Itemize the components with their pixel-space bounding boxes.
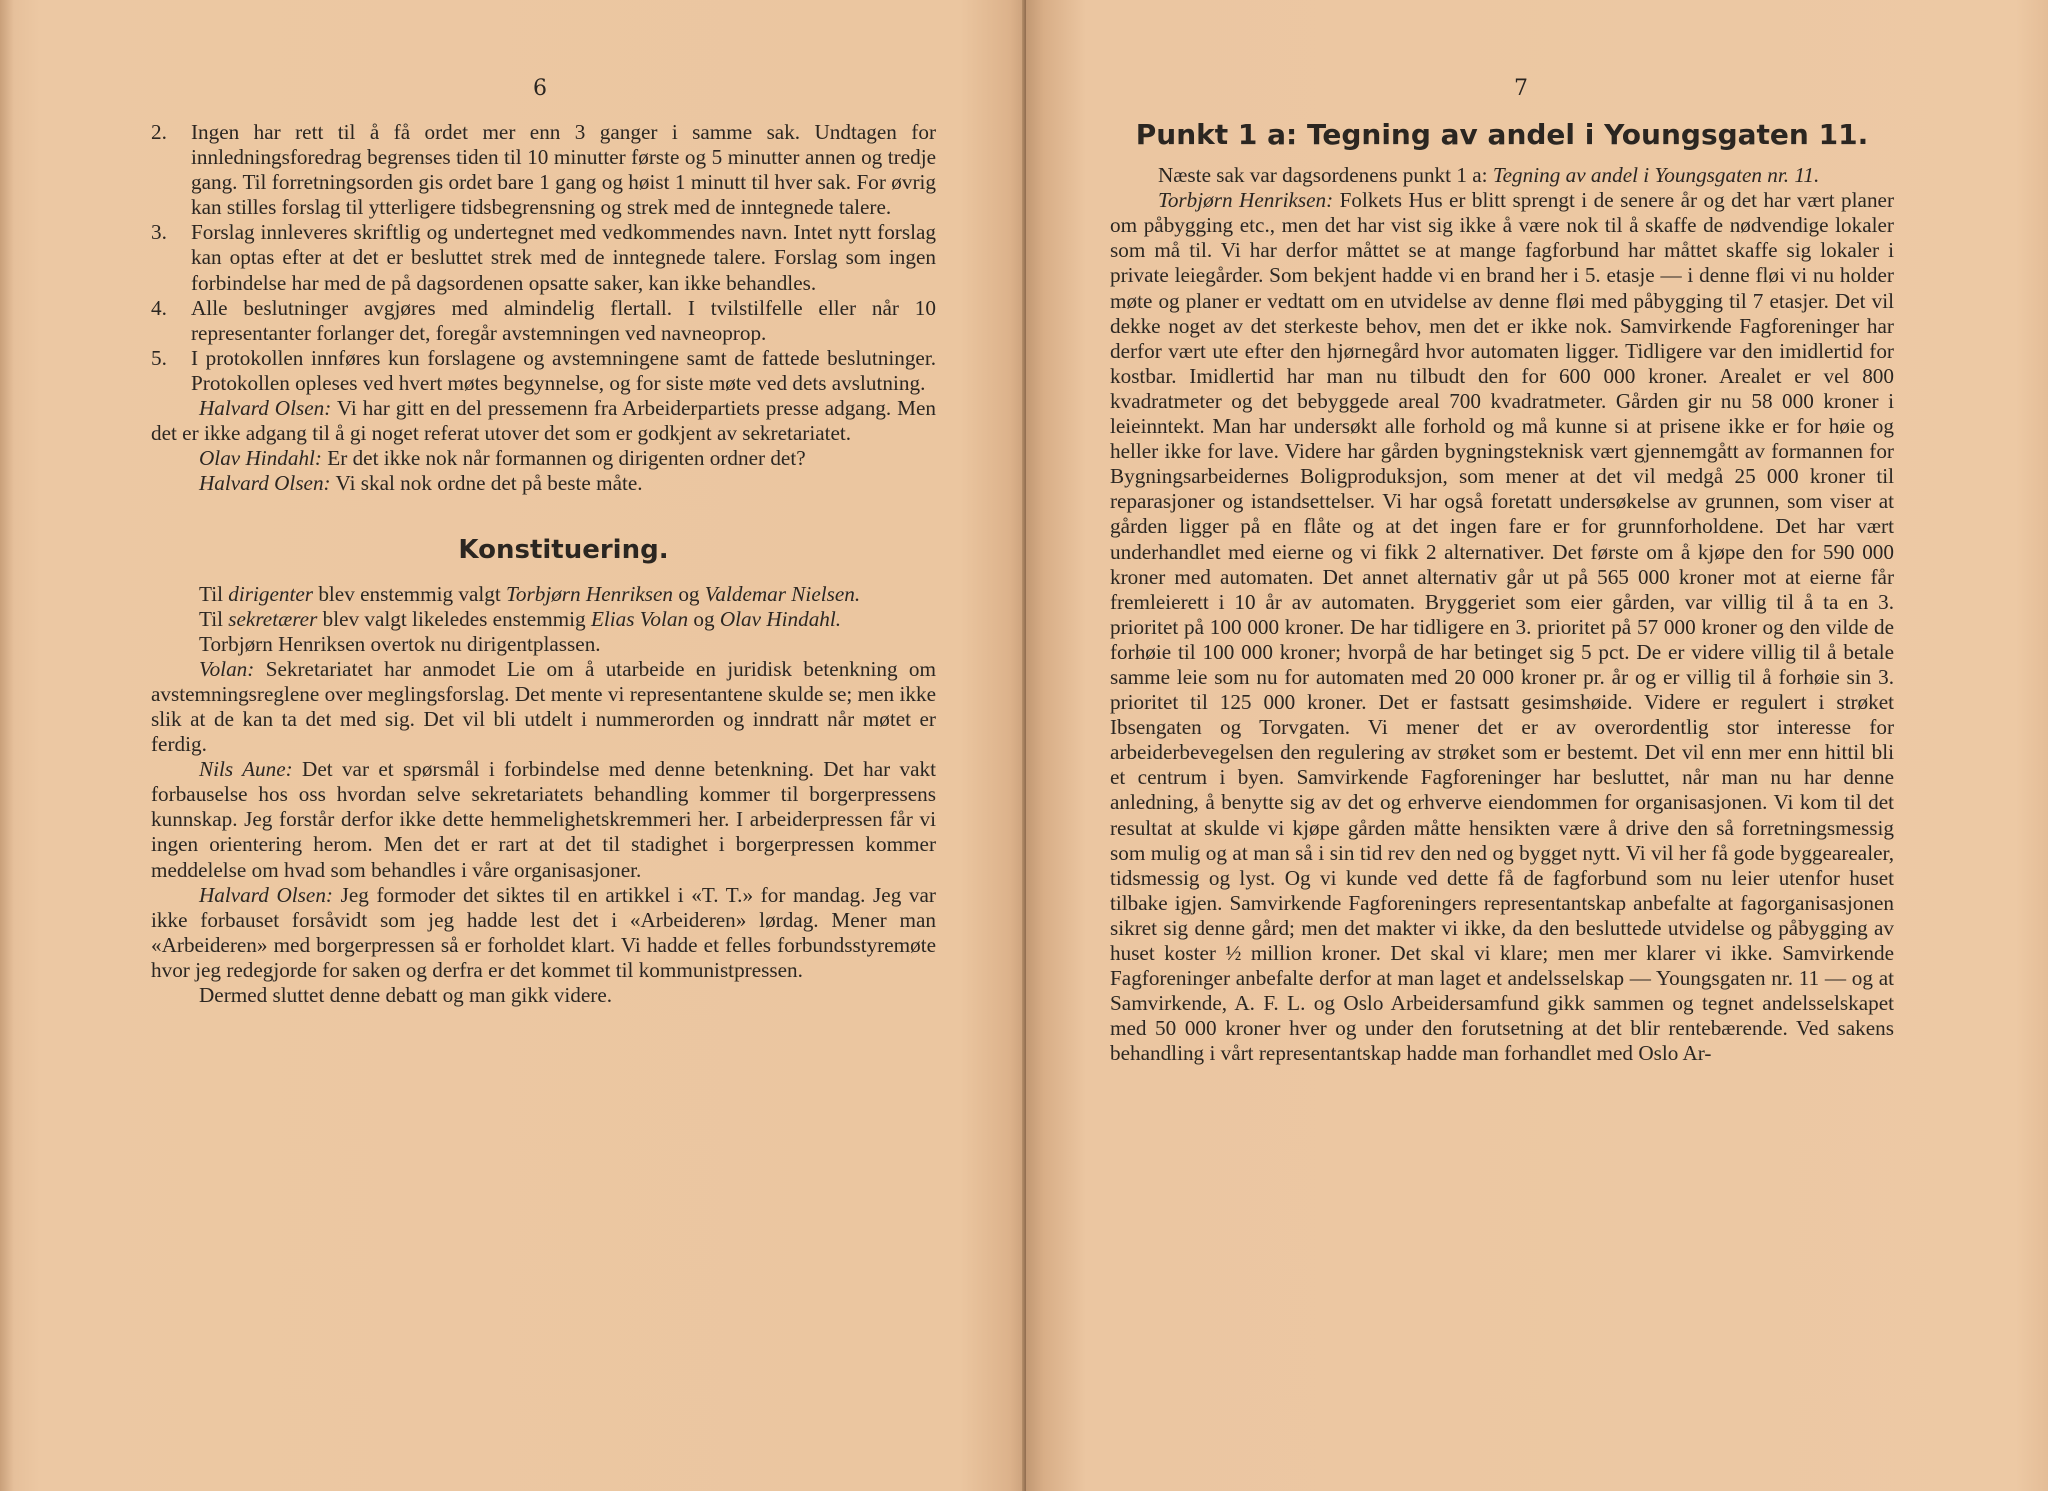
text-run: blev valgt likeledes enstemmig (317, 606, 591, 631)
text-run: Næste sak var dagsordenens punkt 1 a: (1158, 163, 1493, 188)
rule-item (151, 120, 936, 220)
page-number: 7 (1514, 76, 1528, 101)
closing-paragraph (151, 983, 936, 1008)
speech-text: Er det ikke nok når formannen og dirigenten ordner det? (322, 446, 806, 471)
rule-number: 3. (151, 220, 167, 245)
speaker-name: Halvard Olsen: (199, 471, 331, 496)
italic-run: Tegning av andel i Youngsgaten nr. 11. (1492, 163, 1820, 188)
rule-text: I protokollen innføres kun forslagene og avstemningene samt de fattede beslutninger. Protokollen opleses ved hvert møtes begynnelse, og for siste møte ved dets avslutning. (191, 345, 936, 395)
speech-paragraph (1110, 188, 1894, 1066)
speaker-name: Halvard Olsen: (199, 882, 333, 907)
rule-text: Forslag innleveres skriftlig og undertegnet med vedkommendes navn. Intet nytt forslag kan optas efter at det er besluttet strek med de inntegnede talere. Forslag som ingen forbindelse har med de på dagsordenen opsatte saker, kan ikke behandles. (191, 220, 936, 295)
rule-number: 4. (151, 295, 167, 320)
italic-run: Valdemar Nielsen. (704, 581, 861, 606)
rule-item (151, 220, 936, 295)
section-heading: Punkt 1 a: Tegning av andel i Youngsgaten 11. (1135, 118, 1869, 151)
speaker-name: Olav Hindahl: (199, 446, 322, 471)
page-number: 6 (533, 76, 547, 101)
speaker-name: Volan: (199, 656, 255, 681)
right-page (1026, 0, 2048, 1491)
constituting-paragraph: Torbjørn Henriksen overtok nu dirigentplassen. (199, 631, 601, 656)
speech-text: Folkets Hus er blitt sprengt i de senere år og det har vært planer om påbygging etc., men det har vist sig ikke å være nok til å skaffe de nødvendige lokaler som må til. Vi har derfor måttet se at mange fagforbund har måttet skaffe sig lokaler i private leiegårder. Som bekjent hadde vi en brand her i 5. etasje — i denne fløi vi nu holder møte og planer er vedtatt om en utvidelse av denne fløi med påbygging til 7 etasjer. Det vil dekke noget av det sterkeste behov, men det er ikke nok. Samvirkende Fagforeninger har derfor vært ute efter den hjørnegård hvor automaten ligger. Tidligere var den imidlertid for kostbar. Imidlertid har man nu tilbudt den for 600 000 kroner. Arealet er vel 800 kvadratmeter og det bebyggede areal 700 kvadratmeter. Gården gir nu 58 000 kroner i leieinntekt. Man har undersøkt alle forhold og må kunne si at prisene ikke er for høie og heller ikke for lave. Videre har gården bygningsteknisk vært gjennemgått av formannen for Bygningsarbeidernes Boligproduksjon, som mener at det vil medgå 25 000 kroner til reparasjoner og istandsettelser. Vi har også foretatt undersøkelse av grunnen, som viser at gården ligger på en flåte og at det ingen fare er for grunnforholdene. Det har vært underhandlet med eierne og vi fikk 2 alternativer. Det første om å kjøpe den for 590 000 kroner med automaten. Det annet alternativ går ut på 565 000 kroner mot at eierne får fremleierett i 10 år av automaten. Bryggeriet som eier gården, var villig til å ta en 3. prioritet på 100 000 kroner. De har tidligere en 3. prioritet på 57 000 kroner og den vilde de forhøie til 100 000 kroner; hvorpå de har betinget sig 5 pct. De er videre villig til å betale samme leie som nu for automaten med 20 000 kroner pr. år og er villig til å forhøie sin 3. prioritet til 125 000 kroner. Det er fastsatt gesimshøide. Videre er regulert i strøket Ibsengaten og Torvgaten. Vi mener det er av overordentlig stor interesse for arbeiderbevegelsen den regulering av strøket som er bestemt. Det vil enn mer enn hittil bli et centrum i byen. Samvirkende Fagforeninger har besluttet, når man nu har denne anledning, å benytte sig av det og erhverve eiendommen for organisasjonen. Vi kom til det resultat at skulde vi kjøpe gården måtte hensikten være å drive den så forretningsmessig som mulig og at man så i sin tid rev den ned og bygget nytt. Vi vil her få gode byggearealer, tidsmessig og lyst. Og vi kunde ved dette få de fagforbund som nu leier utenfor huset tilbake igjen. Samvirkende Fagforeningers representantskap anbefalte at fagorganisasjonen sikret sig denne gård; men det makter vi ikke, da den besluttede utvidelse og påbygging av huset koster ½ million kroner. Det skal vi klare; men mer klarer vi ikke. Samvirkende Fagforeninger anbefalte derfor at man laget et andelsselskap — Youngsgaten nr. 11 — og at Samvirkende, A. F. L. og Oslo Arbeidersamfund gikk sammen og tegnet andelsselskapet med 50 000 kroner hver og under den forutsetning at det blir rentebærende. Ved sakens behandling i vårt representantskap hadde man forhandlet med Oslo Ar- (1110, 188, 1894, 1066)
text-run: Til (199, 606, 229, 631)
speech-text: Vi skal nok ordne det på beste måte. (330, 471, 643, 496)
constituting-paragraph (151, 582, 936, 607)
speech-text: Dermed sluttet denne debatt og man gikk videre. (199, 983, 613, 1007)
rule-number: 2. (151, 120, 167, 144)
speech-paragraph (151, 883, 936, 983)
rule-text: Alle beslutninger avgjøres med almindelig flertall. I tvilstilfelle eller når 10 representanter forlanger det, foregår avstemningen ved navneoprop. (191, 295, 936, 345)
speech-text: Jeg formoder det siktes til en artikkel i «T. T.» for mandag. Jeg var ikke forbauset forsåvidt som jeg hadde lest det i «Arbeideren» lørdag. Mener man «Arbeideren» med borgerpressen så er forholdet klart. Vi hadde et felles forbundsstyremøte hvor jeg redegjorde for saken og derfra er det kommet til kommunistpressen. (151, 882, 936, 982)
left-text-column (151, 120, 936, 1008)
text-run: og (688, 606, 720, 631)
intro-paragraph (1110, 163, 1894, 188)
italic-run: Elias Volan (590, 606, 689, 631)
text-run: blev enstemmig valgt (313, 581, 507, 606)
rule-text: Ingen har rett til å få ordet mer enn 3 ganger i samme sak. Undtagen for innledningsforedrag begrenses tiden til 10 minutter første og 5 minutter annen og tredje gang. Til forretningsorden gis ordet bare 1 gang og høist 1 minutt til hver sak. For øvrig kan stilles forslag til ytterligere tidsbegrensning og strek med de inntegnede talere. (191, 120, 936, 220)
speech-paragraph (151, 471, 936, 496)
italic-run: Olav Hindahl. (719, 606, 842, 631)
rule-item (151, 296, 936, 346)
speech-text: Sekretariatet har anmodet Lie om å utarbeide en juridisk betenkning om avstemningsreglene over meglingsforslag. Det mente vi representantene skulde se; men ikke slik at de kan ta det med sig. Det vil bli utdelt i nummerorden og inndratt når møtet er ferdig. (151, 656, 936, 757)
speech-text: Vi har gitt en del pressemenn fra Arbeiderpartiets presse adgang. Men det er ikke adgang til å gi noget referat utover det som er godkjent av sekretariatet. (151, 396, 936, 446)
italic-run: dirigenter (228, 581, 314, 606)
constituting-paragraph (151, 607, 936, 632)
speech-paragraph (151, 396, 936, 446)
speaker-name: Nils Aune: (199, 757, 293, 782)
italic-run: Torbjørn Henriksen (506, 581, 674, 606)
italic-run: sekretærer (228, 606, 318, 631)
speech-paragraph (151, 757, 936, 882)
rule-number: 5. (151, 345, 167, 370)
speaker-name: Halvard Olsen: (199, 396, 332, 421)
speech-paragraph (151, 446, 936, 471)
speech-paragraph (151, 657, 936, 757)
section-heading: Konstituering. (458, 535, 669, 566)
text-run: og (673, 581, 705, 606)
speech-text: Det var et spørsmål i forbindelse med denne betenkning. Det har vakt forbauselse hos oss hvordan selve sekretariatets behandling kommer til borgerpressens kunnskap. Jeg forstår derfor ikke dette hemmelighetskremmeri her. I arbeiderpressen får vi ingen orientering herom. Men det er rart at det til stadighet i borgerpressen kommer meddelelse om hvad som behandles i våre organisasjoner. (151, 757, 936, 882)
text-run: Til (199, 581, 229, 606)
right-text-column (1110, 118, 1894, 1066)
speaker-name: Torbjørn Henriksen: (1158, 188, 1334, 213)
rule-item (151, 346, 936, 396)
